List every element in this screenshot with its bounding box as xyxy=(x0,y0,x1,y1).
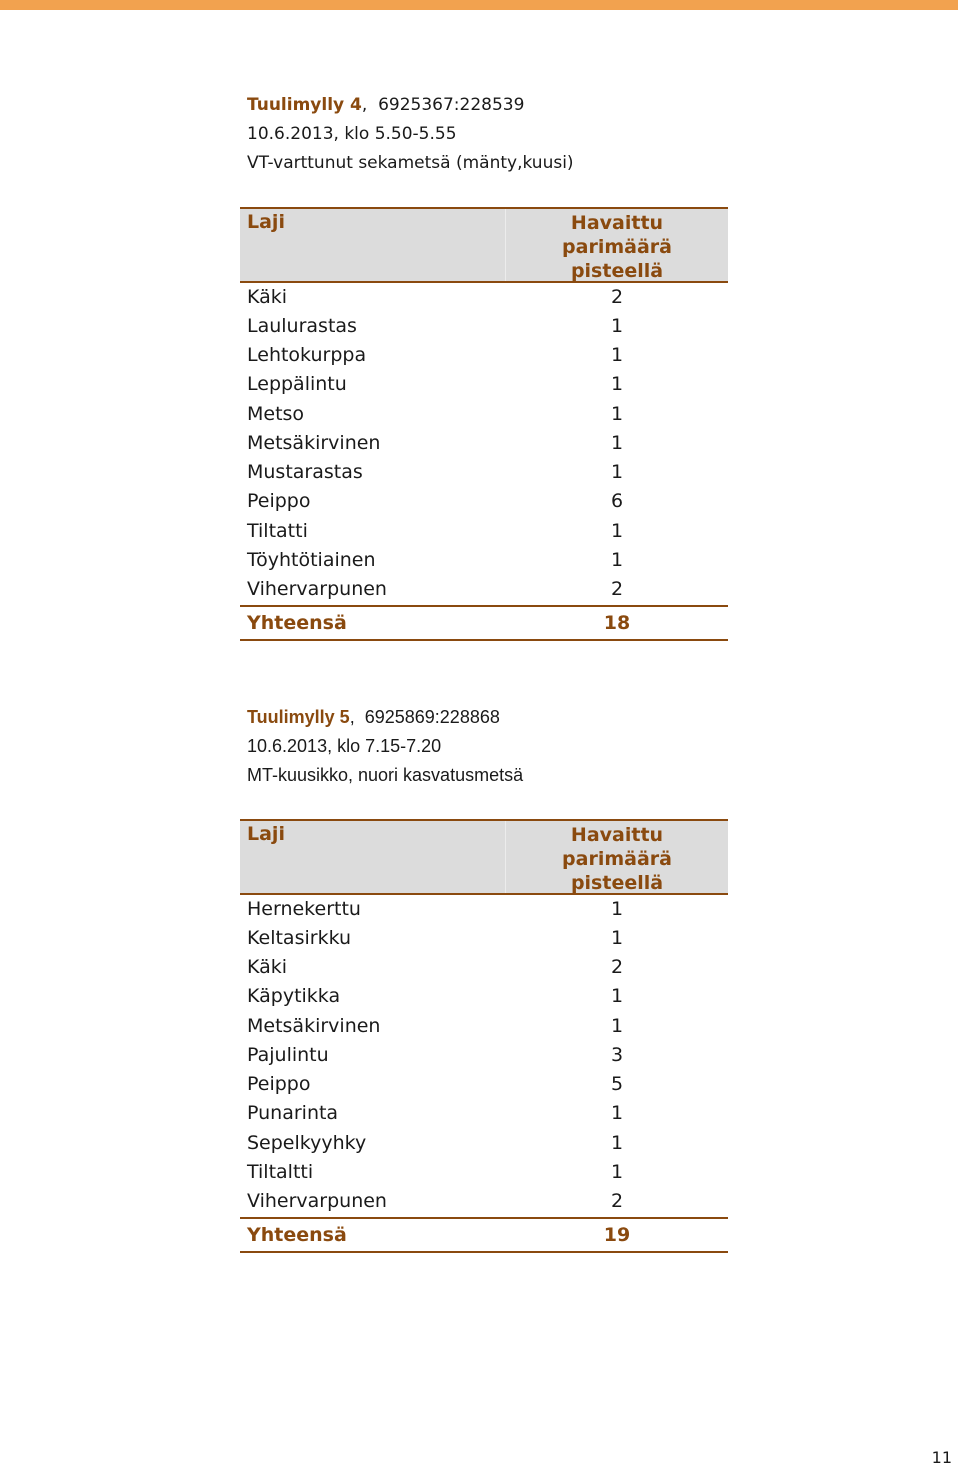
table-row: Keltasirkku 1 xyxy=(247,927,624,949)
observation-datetime: 10.6.2013, klo 7.15-7.20 xyxy=(247,736,442,756)
table-row: Mustarastas 1 xyxy=(247,461,624,483)
table-row: Käpytikka 1 xyxy=(247,985,624,1007)
table-row: Leppälintu 1 xyxy=(247,373,624,395)
site-header: Tuulimylly 5, 6925869:228868 xyxy=(247,707,500,727)
table-row: Hernekerttu 1 xyxy=(247,898,624,920)
column-header-species: Laji xyxy=(247,211,285,233)
table-total-row xyxy=(240,605,728,641)
table-row: Tiltatti 1 xyxy=(247,520,624,542)
table-row: Töyhtötiainen 1 xyxy=(247,549,624,571)
table-row: Sepelkyyhky 1 xyxy=(247,1132,624,1154)
table-row: Metsäkirvinen 1 xyxy=(247,432,624,454)
table-row: Lehtokurppa 1 xyxy=(247,344,624,366)
column-header-count: Havaittu parimäärä pisteellä xyxy=(562,824,672,894)
top-accent-rule xyxy=(0,0,958,10)
table-row: Metsäkirvinen 1 xyxy=(247,1015,624,1037)
table-row: Käki 2 xyxy=(247,286,624,308)
total-value: 19 xyxy=(603,1224,631,1246)
column-header-count: Havaittu parimäärä pisteellä xyxy=(562,212,672,282)
table-row: Metso 1 xyxy=(247,403,624,425)
table-total-row xyxy=(240,1217,728,1253)
column-header-species: Laji xyxy=(247,823,285,845)
table-row: Punarinta 1 xyxy=(247,1102,624,1124)
table-row: Pajulintu 3 xyxy=(247,1044,624,1066)
site-name: Tuulimylly 4 xyxy=(247,95,362,115)
page-number: 11 xyxy=(931,1448,952,1467)
site-header: Tuulimylly 4, 6925367:228539 xyxy=(247,95,525,115)
site-name: Tuulimylly 5 xyxy=(247,707,350,727)
table-row: Peippo 5 xyxy=(247,1073,624,1095)
table-header xyxy=(240,819,728,895)
habitat-description: VT-varttunut sekametsä (mänty,kuusi) xyxy=(247,153,574,173)
total-label: Yhteensä xyxy=(247,612,347,634)
total-label: Yhteensä xyxy=(247,1224,347,1246)
table-row: Laulurastas 1 xyxy=(247,315,624,337)
table-row: Vihervarpunen 2 xyxy=(247,578,624,600)
table-row: Peippo 6 xyxy=(247,490,624,512)
table-row: Käki 2 xyxy=(247,956,624,978)
site-coordinates: 6925869:228868 xyxy=(364,707,500,727)
observation-datetime: 10.6.2013, klo 5.50-5.55 xyxy=(247,124,457,144)
table-row: Vihervarpunen 2 xyxy=(247,1190,624,1212)
total-value: 18 xyxy=(603,612,631,634)
habitat-description: MT-kuusikko, nuori kasvatusmetsä xyxy=(247,765,524,785)
site-coordinates: 6925367:228539 xyxy=(378,95,525,115)
table-row: Tiltaltti 1 xyxy=(247,1161,624,1183)
table-header xyxy=(240,207,728,283)
